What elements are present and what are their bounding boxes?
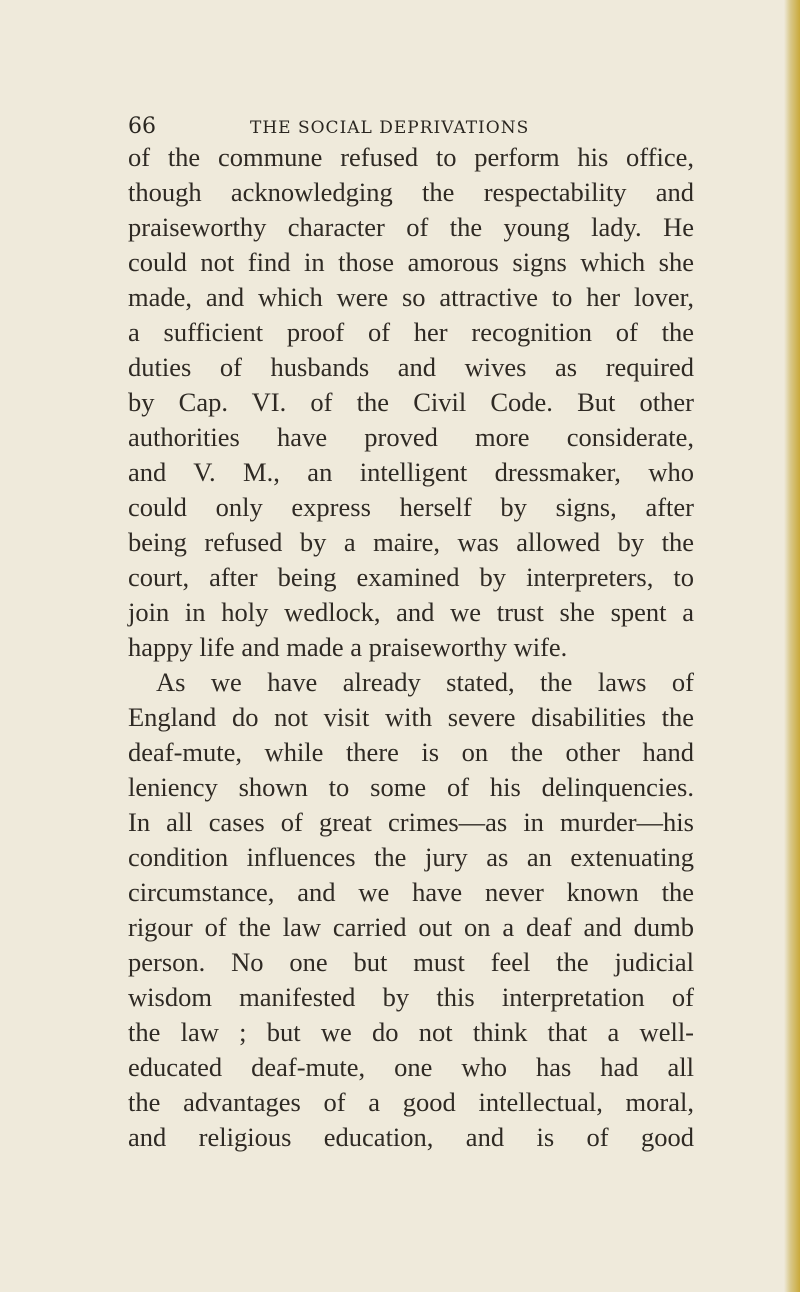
text-line: of the commune refused to perform his office, xyxy=(128,142,694,172)
text-line: being refused by a maire, was allowed by the xyxy=(128,527,694,557)
text-line: condition influences the jury as an extenuating xyxy=(128,842,694,872)
text-line: the advantages of a good intellectual, moral, xyxy=(128,1087,694,1117)
text-line: court, after being examined by interpreters, to xyxy=(128,562,694,592)
text-line: join in holy wedlock, and we trust she spent a xyxy=(128,597,694,627)
text-line: by Cap. VI. of the Civil Code. But other xyxy=(128,387,694,417)
running-title: THE SOCIAL DEPRIVATIONS xyxy=(250,118,530,138)
text-line: England do not visit with severe disabilities the xyxy=(128,702,694,732)
text-line: a sufficient proof of her recognition of the xyxy=(128,317,694,347)
text-line: and V. M., an intelligent dressmaker, who xyxy=(128,457,694,487)
text-line: praiseworthy character of the young lady. He xyxy=(128,212,694,242)
body-text xyxy=(128,140,694,1155)
text-line: the law ; but we do not think that a well- xyxy=(128,1017,694,1047)
text-line: duties of husbands and wives as required xyxy=(128,352,694,382)
text-line: person. No one but must feel the judicial xyxy=(128,947,694,977)
text-line: made, and which were so attractive to her lover, xyxy=(128,282,694,312)
text-line: authorities have proved more considerate, xyxy=(128,422,694,452)
text-line: wisdom manifested by this interpretation of xyxy=(128,982,694,1012)
text-line: though acknowledging the respectability and xyxy=(128,177,694,207)
page-edge xyxy=(784,0,800,1292)
text-line: happy life and made a praiseworthy wife. xyxy=(128,632,568,662)
page-number: 66 xyxy=(128,114,156,139)
text-line: deaf-mute, while there is on the other hand xyxy=(128,737,694,767)
text-line: rigour of the law carried out on a deaf and dumb xyxy=(128,912,694,942)
text-line: circumstance, and we have never known the xyxy=(128,877,694,907)
text-line: could not find in those amorous signs which she xyxy=(128,247,694,277)
text-line: educated deaf-mute, one who has had all xyxy=(128,1052,694,1082)
text-line: and religious education, and is of good xyxy=(128,1122,694,1152)
page-header xyxy=(128,114,694,139)
text-line: As we have already stated, the laws of xyxy=(156,667,694,697)
text-line: leniency shown to some of his delinquencies. xyxy=(128,772,694,802)
text-line: In all cases of great crimes—as in murder—his xyxy=(128,807,694,837)
text-line: could only express herself by signs, after xyxy=(128,492,694,522)
